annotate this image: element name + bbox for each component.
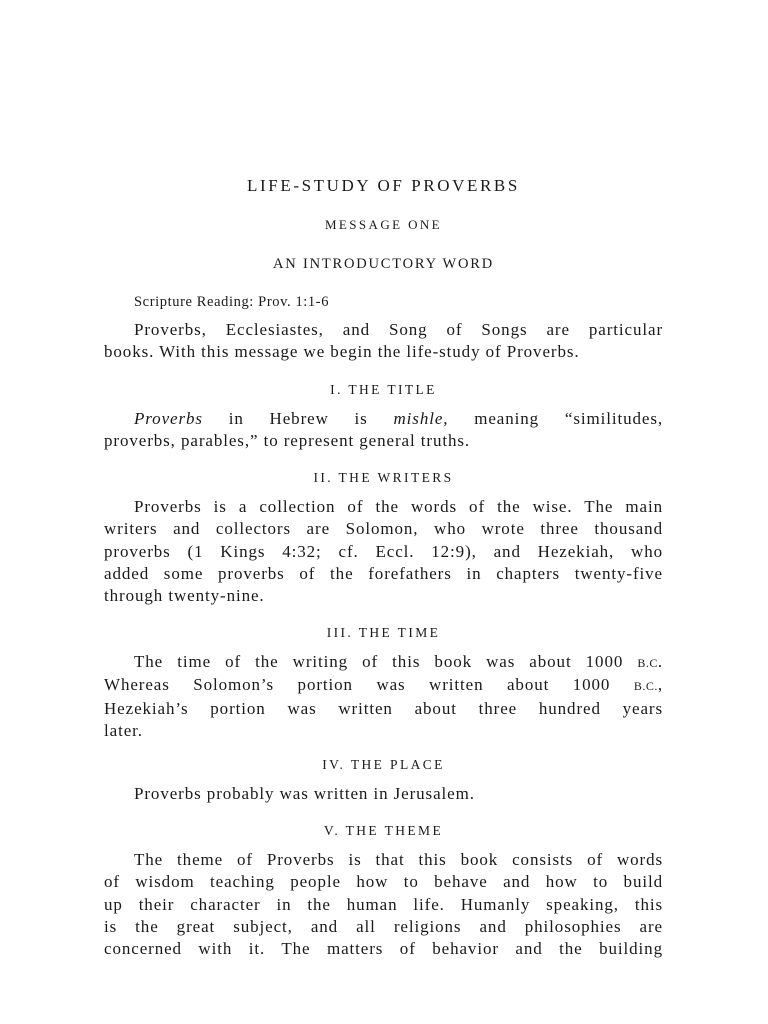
paragraph-line: Proverbs probably was written in Jerusalem. xyxy=(134,784,475,803)
paragraph-line: through twenty-nine. xyxy=(104,586,265,606)
paragraph-line: concerned with it. The matters of behavior and the building xyxy=(104,939,663,959)
paragraph-line: proverbs, parables,” to represent general truths. xyxy=(104,431,471,451)
section-heading-writers: II. THE WRITERS xyxy=(313,470,454,485)
paragraph-line: Hezekiah’s portion was written about three hundred years xyxy=(104,698,663,718)
book-title: LIFE-STUDY OF PROVERBS xyxy=(247,176,520,195)
paragraph-line: proverbs (1 Kings 4:32; cf. Eccl. 12:9), and Hezekiah, who xyxy=(104,541,663,561)
small-caps-era: B.C. xyxy=(633,679,658,694)
paragraph-line: added some proverbs of the forefathers in chapters twenty-five xyxy=(104,563,663,583)
section-heading-time: III. THE TIME xyxy=(326,625,441,640)
paragraph-line: The theme of Proverbs is that this book consists of words xyxy=(134,850,663,869)
section-heading-place: IV. THE PLACE xyxy=(322,757,445,772)
italic-term: mishle, xyxy=(393,409,449,428)
paragraph-line: is the great subject, and all religions and philosophies are xyxy=(104,916,663,936)
section-heading-title: I. THE TITLE xyxy=(330,382,437,397)
section-heading-theme: V. THE THEME xyxy=(323,823,444,838)
paragraph-line: Proverbs in Hebrew is mishle, meaning “similitudes, xyxy=(134,409,663,428)
paragraph-line: books. With this message we begin the life-study of Proverbs. xyxy=(104,342,580,362)
italic-term: Proverbs xyxy=(134,409,203,428)
paragraph-line: of wisdom teaching people how to behave and how to build xyxy=(104,872,663,892)
paragraph-line: The time of the writing of this book was about 1000 B.C. xyxy=(134,652,663,671)
paragraph-line: Proverbs is a collection of the words of the wise. The main xyxy=(134,497,663,516)
paragraph-line: writers and collectors are Solomon, who wrote three thousand xyxy=(104,519,663,539)
message-title: AN INTRODUCTORY WORD xyxy=(272,256,495,272)
paragraph-line: Whereas Solomon’s portion was written about 1000 B.C., xyxy=(104,675,663,695)
writers-paragraph xyxy=(104,496,663,607)
theme-paragraph xyxy=(104,849,663,960)
scripture-reading: Scripture Reading: Prov. 1:1-6 xyxy=(134,294,330,310)
intro-paragraph xyxy=(104,319,663,364)
paragraph-line: later. xyxy=(104,720,143,740)
time-paragraph xyxy=(104,651,663,742)
title-paragraph xyxy=(104,408,663,453)
place-paragraph xyxy=(104,783,663,805)
message-number: MESSAGE ONE xyxy=(324,217,443,232)
paragraph-line: up their character in the human life. Humanly speaking, this xyxy=(104,894,663,914)
paragraph-line: Proverbs, Ecclesiastes, and Song of Songs are particular xyxy=(134,320,663,339)
small-caps-era: B.C xyxy=(637,656,658,670)
